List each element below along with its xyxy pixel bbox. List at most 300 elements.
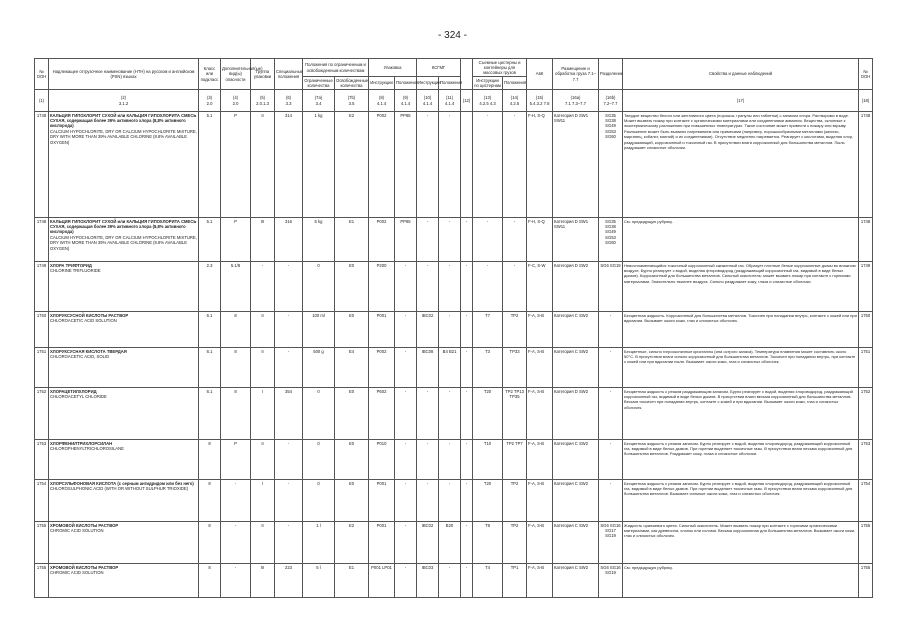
cell-pp: PP85	[395, 112, 417, 218]
cell-props: См. предыдущую рубрику.	[623, 564, 859, 598]
cell-cls: 8	[199, 480, 221, 522]
cell-pi: P010	[369, 440, 395, 480]
cell-lq: 1 l	[303, 522, 335, 564]
cell-un: 1750	[859, 312, 873, 348]
cell-ems: F-A, S-B	[527, 480, 553, 522]
column-number-label: (3)	[206, 95, 213, 101]
cell-tank: T10	[473, 440, 503, 480]
cell-ibcp: -	[439, 218, 461, 262]
cell-seg: SG6 SG19	[599, 262, 623, 312]
cell-ems: F-A, S-B	[527, 388, 553, 440]
cell-un: 1753	[859, 440, 873, 480]
cell-lq: 1 kg	[303, 112, 335, 218]
cell-ibcp: -	[439, 312, 461, 348]
cell-props: См. предыдущую рубрику.	[623, 218, 859, 262]
cell-tank: T4	[473, 564, 503, 598]
cell-stow: Категория C SW2	[553, 440, 599, 480]
column-number	[527, 90, 553, 112]
cell-seg: -	[599, 348, 623, 388]
col-header-class: Класс или подкласс	[199, 59, 221, 90]
cell-sp: -	[275, 480, 303, 522]
column-number-ref: 4.2.5 4.3	[479, 100, 496, 106]
col-header-name: Надлежащее отгрузочное наименование (НТН) на русском и английском (PSN) языках	[49, 59, 199, 90]
header-row	[35, 59, 873, 77]
cell-pi: P001 LP01	[369, 564, 395, 598]
cell-seg: SG6 SG16 SG19	[599, 564, 623, 598]
cell-cls: 6.1	[199, 312, 221, 348]
cell-ibcp: -	[439, 262, 461, 312]
cell-ems: F-A, S-B	[527, 522, 553, 564]
column-number-label: (11)	[445, 95, 454, 101]
column-number-label: (6)	[285, 95, 292, 101]
cell-pg: II	[251, 440, 275, 480]
cell-c12: -	[461, 522, 473, 564]
column-number	[599, 90, 623, 112]
name-russian: ХЛОРАЦЕТИЛХЛОРИД	[50, 388, 97, 394]
cell-eq: E2	[335, 112, 369, 218]
cell-c12: -	[461, 564, 473, 598]
col-header-tanks: Съемные цистерны и контейнеры для массовых грузов	[473, 59, 527, 77]
cell-name	[49, 112, 199, 218]
cell-tankp: -	[503, 262, 527, 312]
column-number-ref: 3.4	[315, 100, 322, 106]
cell-stow: Категория C SW2	[553, 480, 599, 522]
cell-lq: 5 l	[303, 564, 335, 598]
cell-pg: II	[251, 312, 275, 348]
cell-seg: SG35 SG38 SG49 SG53 SG60	[599, 218, 623, 262]
column-number	[369, 90, 395, 112]
col-header-subrisk: Дополнительная(ые) вид(ы) опасности	[221, 59, 251, 90]
column-number-ref: 7.2–7.7	[603, 100, 618, 106]
cell-pp: -	[395, 348, 417, 388]
cell-seg: SG6 SG16 SG17 SG19	[599, 522, 623, 564]
name-russian: ХРОМОВОЙ КИСЛОТЫ РАСТВОР	[50, 522, 119, 528]
cell-un: 1751	[859, 348, 873, 388]
cell-c12: -	[461, 262, 473, 312]
cell-pg: III	[251, 218, 275, 262]
cell-pg: II	[251, 348, 275, 388]
column-number-ref: 2.0	[232, 100, 239, 106]
cell-sub: P	[221, 440, 251, 480]
column-number-label: (12)	[462, 97, 471, 103]
cell-pp: -	[395, 388, 417, 440]
cell-name	[49, 348, 199, 388]
column-number	[251, 90, 275, 112]
cell-tankp: TP2	[503, 312, 527, 348]
col-header-sp: Специальные положения	[275, 59, 303, 90]
cell-seg: -	[599, 312, 623, 348]
name-russian: ХЛОРУКСУСНОЙ КИСЛОТЫ РАСТВОР	[50, 312, 129, 318]
cell-ems: F-A, S-B	[527, 564, 553, 598]
cell-ems: F-A, S-B	[527, 440, 553, 480]
cell-ibcp: -	[439, 112, 461, 218]
column-number-label: (7b)	[347, 95, 356, 101]
column-number-label: (17)	[736, 97, 745, 103]
cell-c12	[461, 112, 473, 218]
cell-sub: 8	[221, 312, 251, 348]
column-number	[553, 90, 599, 112]
cell-ibcp: B4 B21	[439, 348, 461, 388]
col-header-pi: Инструкции	[369, 77, 395, 90]
column-number-label: (9)	[402, 95, 409, 101]
name-english: CHLOROPHENYLTRICHLOROSILANE	[50, 445, 124, 451]
cell-un: 1752	[35, 388, 49, 440]
cell-un: 1754	[35, 480, 49, 522]
cell-stow: Категория D SW1 SW11	[553, 112, 599, 218]
cell-tankp: TP2 TP13 TP35	[503, 388, 527, 440]
cell-pp: -	[395, 262, 417, 312]
cell-un: 1749	[35, 262, 49, 312]
col-header-stowage: Размещение и обработка груза 7.1–7.7	[553, 59, 599, 90]
cell-un: 1750	[35, 312, 49, 348]
name-english: CHROMIC ACID SOLUTION	[50, 527, 104, 533]
cell-stow: Категория C SW2	[553, 564, 599, 598]
cell-ems: F-A, S-B	[527, 348, 553, 388]
cell-sub: -	[221, 564, 251, 598]
cell-cls: 8	[199, 522, 221, 564]
table-row	[35, 388, 873, 440]
name-english: CHLOROACETIC ACID SOLUTION	[50, 317, 117, 323]
col-header-eq: Освобожденные количества	[336, 77, 369, 89]
page-number: - 324 -	[438, 30, 467, 41]
cell-ibcp: -	[439, 564, 461, 598]
cell-pi: P001	[369, 312, 395, 348]
cell-tankp: TP2	[503, 480, 527, 522]
name-english: CALCIUM HYPOCHLORITE, DRY OR CALCIUM HYPOCHLORITE MIXTURE, DRY WITH MORE THAN 39% AVAILABLE CHLORINE (8.8% AVAILABLE OXYGEN)	[50, 128, 197, 145]
table-row	[35, 262, 873, 312]
cell-un: 1748	[35, 218, 49, 262]
cell-eq: E1	[335, 564, 369, 598]
col-header-lq: Ограниченные количества	[304, 77, 333, 89]
cell-pg: II	[251, 112, 275, 218]
cell-ibc: IBC02	[417, 312, 439, 348]
cell-pp: -	[395, 522, 417, 564]
cell-tank: -	[473, 112, 503, 218]
column-number	[49, 90, 199, 112]
cell-eq: E0	[335, 312, 369, 348]
cell-tank: T20	[473, 480, 503, 522]
cell-un: 1748	[35, 112, 49, 218]
cell-ibc: -	[417, 388, 439, 440]
cell-props: Бесцветная жидкость с резким запахом. Бурно реагирует с водой, выделяя хлороводород, раздражающий коррозионный газ, видимый в виде белых дымов. При горении выделяет токсичные газы. В присутствии влаги весьма коррозионный для большинства металлов. Раздражает кожу, глаза и слизистые оболочки.	[623, 440, 859, 480]
cell-sp: 354	[275, 388, 303, 440]
cell-pg: I	[251, 480, 275, 522]
col-header-tankp: Положения	[503, 77, 527, 90]
cell-pg: -	[251, 262, 275, 312]
cell-tankp: TP1	[503, 564, 527, 598]
table-row	[35, 522, 873, 564]
column-number-ref: 4.1.4	[400, 100, 411, 106]
column-number-ref: 3.3	[285, 100, 292, 106]
column-number	[439, 90, 461, 112]
name-english: CHLOROSULPHONIC ACID (WITH OR WITHOUT SULPHUR TRIOXIDE)	[50, 485, 189, 491]
cell-pi: P001	[369, 522, 395, 564]
cell-name	[49, 480, 199, 522]
table-row	[35, 480, 873, 522]
column-number-ref: 2.0	[206, 100, 213, 106]
column-number-ref: 3.5	[348, 100, 355, 106]
name-russian: ХЛОРА ТРИФТОРИД	[50, 262, 92, 268]
cell-ibcp: B20	[439, 522, 461, 564]
cell-pg: I	[251, 388, 275, 440]
column-number-label: (5)	[259, 95, 266, 101]
cell-sub: -	[221, 522, 251, 564]
cell-props: Невоспламеняющийся токсичный коррозионный сжиженный газ. Образует плотные белые коррозионные дымы во влажном воздухе. Бурно реагирует с водой, выделяя фтороводород (раздражающий коррозионный газ, видимый в виде белых дымов). Коррозионный для большинства металлов. Сильный окислитель: может вызвать пожар при контакте с горючими материалами. Значительно тяжелее воздуха. Сильно раздражает кожу, глаза и слизистые оболочки.	[623, 262, 859, 312]
cell-stow: Категория D SW2	[553, 388, 599, 440]
cell-c12: -	[461, 480, 473, 522]
column-number-ref: 3.1.2	[118, 100, 129, 106]
cell-lq: 5 kg	[303, 218, 335, 262]
cell-lq: 0	[303, 262, 335, 312]
cell-c12: -	[461, 218, 473, 262]
cell-name	[49, 218, 199, 262]
cell-sp: -	[275, 440, 303, 480]
table-body	[35, 112, 873, 598]
cell-tank: T8	[473, 522, 503, 564]
cell-stow: Категория D SW1 SW11	[553, 218, 599, 262]
cell-name	[49, 388, 199, 440]
cell-cls: 2.3	[199, 262, 221, 312]
column-number-label: (8)	[378, 95, 385, 101]
table-row	[35, 348, 873, 388]
name-russian: ХЛОРУКСУСНАЯ КИСЛОТА ТВЕРДАЯ	[50, 348, 127, 354]
cell-lq: 0	[303, 388, 335, 440]
cell-ibcp: -	[439, 440, 461, 480]
col-header-segregation: Разделение	[599, 59, 623, 90]
cell-ibc: -	[417, 480, 439, 522]
cell-cls: 6.1	[199, 348, 221, 388]
cell-pp: PP85	[395, 218, 417, 262]
cell-pp: -	[395, 312, 417, 348]
cell-pp: -	[395, 564, 417, 598]
cell-sp: -	[275, 348, 303, 388]
cell-pi: P002	[369, 348, 395, 388]
column-number-ref: 4.2.5	[509, 100, 520, 106]
table-row	[35, 440, 873, 480]
col-header-ibc: КСГМГ	[417, 59, 461, 77]
cell-seg: -	[599, 388, 623, 440]
column-number-label: (14)	[510, 95, 519, 101]
cell-sp: -	[275, 262, 303, 312]
col-header-tanki: Инструкции по цистернам	[474, 77, 501, 89]
column-number-ref: 4.1.4	[444, 100, 455, 106]
col-header-ibci: Инструкции	[417, 77, 439, 90]
cell-c12: -	[461, 388, 473, 440]
cell-sp: 316	[275, 218, 303, 262]
cell-tankp: -	[503, 112, 527, 218]
cell-pg: II	[251, 522, 275, 564]
name-russian: КАЛЬЦИЯ ГИПОХЛОРИТ СУХОЙ или КАЛЬЦИЯ ГИПОХЛОРИТА СМЕСЬ СУХАЯ, содержащая более 39% активного хлора (8,8% активного кислорода)	[50, 218, 197, 235]
cell-un: 1755	[35, 564, 49, 598]
cell-tank: -	[473, 218, 503, 262]
cell-sub: 8	[221, 348, 251, 388]
column-number	[859, 90, 873, 112]
col-header-ibcp: Положения	[439, 77, 461, 90]
cell-ibc: IBC03	[417, 564, 439, 598]
cell-seg: -	[599, 440, 623, 480]
cell-tankp: TP2	[503, 522, 527, 564]
cell-ibc: IBC08	[417, 348, 439, 388]
dangerous-goods-table	[34, 58, 873, 598]
cell-pi: P602	[369, 388, 395, 440]
column-number	[417, 90, 439, 112]
cell-ems: F-A, S-B	[527, 312, 553, 348]
column-number-ref: 4.1.4	[376, 100, 387, 106]
cell-ibc: -	[417, 440, 439, 480]
cell-c12: -	[461, 440, 473, 480]
cell-lq: 0	[303, 440, 335, 480]
column-number-ref: 2.0.1.3	[256, 100, 269, 106]
cell-tank: T3	[473, 348, 503, 388]
col-header-ems: АвК	[527, 59, 553, 90]
cell-eq: E0	[335, 262, 369, 312]
column-number-label: (13)	[483, 95, 492, 101]
cell-sp: -	[275, 312, 303, 348]
table-row	[35, 218, 873, 262]
cell-ibc: -	[417, 112, 439, 218]
column-number-ref: 5.4.3.2 7.8	[529, 100, 550, 106]
cell-sp: 223	[275, 564, 303, 598]
cell-c12: -	[461, 348, 473, 388]
cell-lq: 100 ml	[303, 312, 335, 348]
column-number	[395, 90, 417, 112]
cell-un: 1755	[859, 564, 873, 598]
cell-pi: P002	[369, 218, 395, 262]
column-number	[199, 90, 221, 112]
cell-sub: 5.1/8	[221, 262, 251, 312]
cell-tank: T20	[473, 388, 503, 440]
cell-cls: 8	[199, 564, 221, 598]
name-english: CHLORINE TRIFLUORIDE	[50, 267, 101, 273]
cell-cls: 5.1	[199, 218, 221, 262]
column-number-label: (16b)	[605, 95, 616, 101]
column-number-label: (10)	[423, 95, 432, 101]
column-number	[275, 90, 303, 112]
cell-pi: P200	[369, 262, 395, 312]
cell-sp: 314	[275, 112, 303, 218]
cell-props: Бесцветная жидкость. Коррозионный для большинства металлов. Токсичен при попадании внутрь, контакте с кожей или при вдыхании. Вызывает ожоги кожи, глаз и слизистых оболочек.	[623, 312, 859, 348]
column-number-row	[35, 90, 873, 112]
cell-lq: 0	[303, 480, 335, 522]
cell-name	[49, 262, 199, 312]
cell-name	[49, 522, 199, 564]
cell-c12: -	[461, 312, 473, 348]
name-english: CALCIUM HYPOCHLORITE, DRY OR CALCIUM HYPOCHLORITE MIXTURE, DRY WITH MORE THAN 39% AVAILABLE CHLORINE (8.8% AVAILABLE OXYGEN)	[50, 234, 197, 251]
col-header-12	[461, 59, 473, 90]
name-english: CHLOROACETIC ACID, SOLID	[50, 353, 110, 359]
column-number-label: (4)	[232, 95, 239, 101]
cell-tankp: TP33	[503, 348, 527, 388]
cell-un: 1748	[859, 112, 873, 218]
cell-sp: -	[275, 522, 303, 564]
column-number-label: (16a)	[570, 95, 581, 101]
cell-pg: III	[251, 564, 275, 598]
name-english: CHROMIC ACID SOLUTION	[50, 569, 104, 575]
column-number	[473, 90, 503, 112]
cell-eq: E2	[335, 522, 369, 564]
cell-ems: F-C, S-W	[527, 262, 553, 312]
cell-ibc: -	[417, 262, 439, 312]
cell-ems: F-H, S-Q	[527, 112, 553, 218]
name-russian: ХЛОРСУЛЬФОНОВАЯ КИСЛОТА (с серным ангидридом или без него)	[50, 480, 194, 486]
column-number-label: (2)	[120, 95, 127, 101]
cell-ibc: -	[417, 218, 439, 262]
cell-sub: -	[221, 480, 251, 522]
cell-tank: T7	[473, 312, 503, 348]
cell-name	[49, 440, 199, 480]
cell-sub: P	[221, 112, 251, 218]
cell-sub: P	[221, 218, 251, 262]
name-russian: ХЛОРФЕНИЛТРИХЛОРСИЛАН	[50, 440, 113, 446]
table-row	[35, 312, 873, 348]
cell-name	[49, 564, 199, 598]
cell-props: Бесцветные, сильно гигроскопичные кристаллы (ипа острого запаха). Температура плавления может составлять около 50°C. В присутствии влаги сильно коррозионный для большинства металлов. Токсичен при попадании внутрь, при контакте с кожей или при вдыхании пыли. Вызывает ожоги кожи, глаз и слизистых оболочек.	[623, 348, 859, 388]
cell-stow: Категория C SW2	[553, 312, 599, 348]
cell-eq: E0	[335, 388, 369, 440]
cell-cls: 6.1	[199, 388, 221, 440]
col-header-pp: Положения	[395, 77, 417, 90]
cell-lq: 500 g	[303, 348, 335, 388]
table-row	[35, 112, 873, 218]
cell-un: 1753	[35, 440, 49, 480]
column-number	[303, 90, 335, 112]
cell-cls: 8	[199, 440, 221, 480]
cell-props: Бесцветная жидкость с резким раздражающим запахом. Бурно реагирует с водой, выделяя хлороводород, раздражающий коррозионный газ, видимый в виде белых дымов. В присутствии влаги весьма коррозионный для большинства металлов. Весьма токсичен при попадании внутрь, контакте с кожей и при вдыхании. Вызывает ожоги кожи, глаз и слизистых оболочек.	[623, 388, 859, 440]
cell-props: Жидкость оранжевого цвета. Сильный окислитель. Может вызвать пожар при контакте с горючими органическими материалами, как древесина, хлопок или солома. Весьма коррозионная для большинства металлов. Вызывает ожоги кожи, глаз и слизистых оболочек.	[623, 522, 859, 564]
cell-un: 1755	[35, 522, 49, 564]
cell-eq: E0	[335, 480, 369, 522]
cell-cls: 5.1	[199, 112, 221, 218]
cell-ibcp: -	[439, 480, 461, 522]
cell-eq: E1	[335, 218, 369, 262]
cell-tankp: TP2 TP7	[503, 440, 527, 480]
table-row	[35, 564, 873, 598]
cell-un: 1749	[859, 262, 873, 312]
cell-stow: Категория D SW2	[553, 262, 599, 312]
column-number	[503, 90, 527, 112]
column-number	[221, 90, 251, 112]
cell-props: Бесцветная жидкость с резким запахом. Бурно реагирует с водой, выделяя хлороводород, раздражающий коррозионный газ, видимый в виде белых дымов. При горении выделяет токсичные газы. В присутствии влаги весьма коррозионный для большинства металлов. Вызывает сильные ожоги кожи, глаз и слизистых оболочек.	[623, 480, 859, 522]
cell-ems: F-H, S-Q	[527, 218, 553, 262]
cell-un: 1748	[859, 218, 873, 262]
name-russian: ХРОМОВОЙ КИСЛОТЫ РАСТВОР	[50, 564, 119, 570]
cell-seg: -	[599, 480, 623, 522]
col-header-properties: Свойства и данные наблюдений	[623, 59, 859, 90]
column-number-ref: 4.1.4	[422, 100, 433, 106]
cell-un: 1754	[859, 480, 873, 522]
cell-eq: E4	[335, 348, 369, 388]
cell-pp: -	[395, 480, 417, 522]
cell-sub: 8	[221, 388, 251, 440]
cell-tank: -	[473, 262, 503, 312]
column-number-label: (18)	[861, 97, 870, 103]
column-number-label: (15)	[535, 95, 544, 101]
cell-props: Твердое вещество белого или желтоватого цвета (порошок, гранулы или таблетки) с запахом хлора. Растворимо в воде. Может вызвать пожар при контакте с органическими материалами или соединениями аммония. Вещества, склонные к экзотермическому разложению при повышенных температурах. Такое состояние может привести к пожару или взрыву. Разложение может быть вызвано нагреванием или примесями (например, порошкообразными металлами (железо, марганец, кобальт, магний) и их соединениями). Отсутствие медленно нагревается. Реагирует с кислотами, выделяя хлор, раздражающий, коррозионный и токсичный газ. В присутствии влаги коррозионный для большинства металлов. Пыль раздражает слизистые оболочки.	[623, 112, 859, 218]
cell-stow: Категория C SW2	[553, 522, 599, 564]
col-header-packing: Упаковка	[369, 59, 417, 77]
cell-ibc: IBC02	[417, 522, 439, 564]
name-russian: КАЛЬЦИЯ ГИПОХЛОРИТ СУХОЙ или КАЛЬЦИЯ ГИПОХЛОРИТА СМЕСЬ СУХАЯ, содержащая более 39% активного хлора (8,8% активного кислорода)	[50, 112, 197, 129]
cell-pi: P001	[369, 480, 395, 522]
column-number	[623, 90, 859, 112]
col-header-quantities: Положения по ограниченным и освобожденным количествам	[303, 59, 369, 77]
cell-name	[49, 312, 199, 348]
column-number-label: (7a)	[314, 95, 323, 101]
col-header-un: № ООН	[35, 59, 49, 90]
cell-tankp: -	[503, 218, 527, 262]
column-number	[35, 90, 49, 112]
cell-un: 1755	[859, 522, 873, 564]
